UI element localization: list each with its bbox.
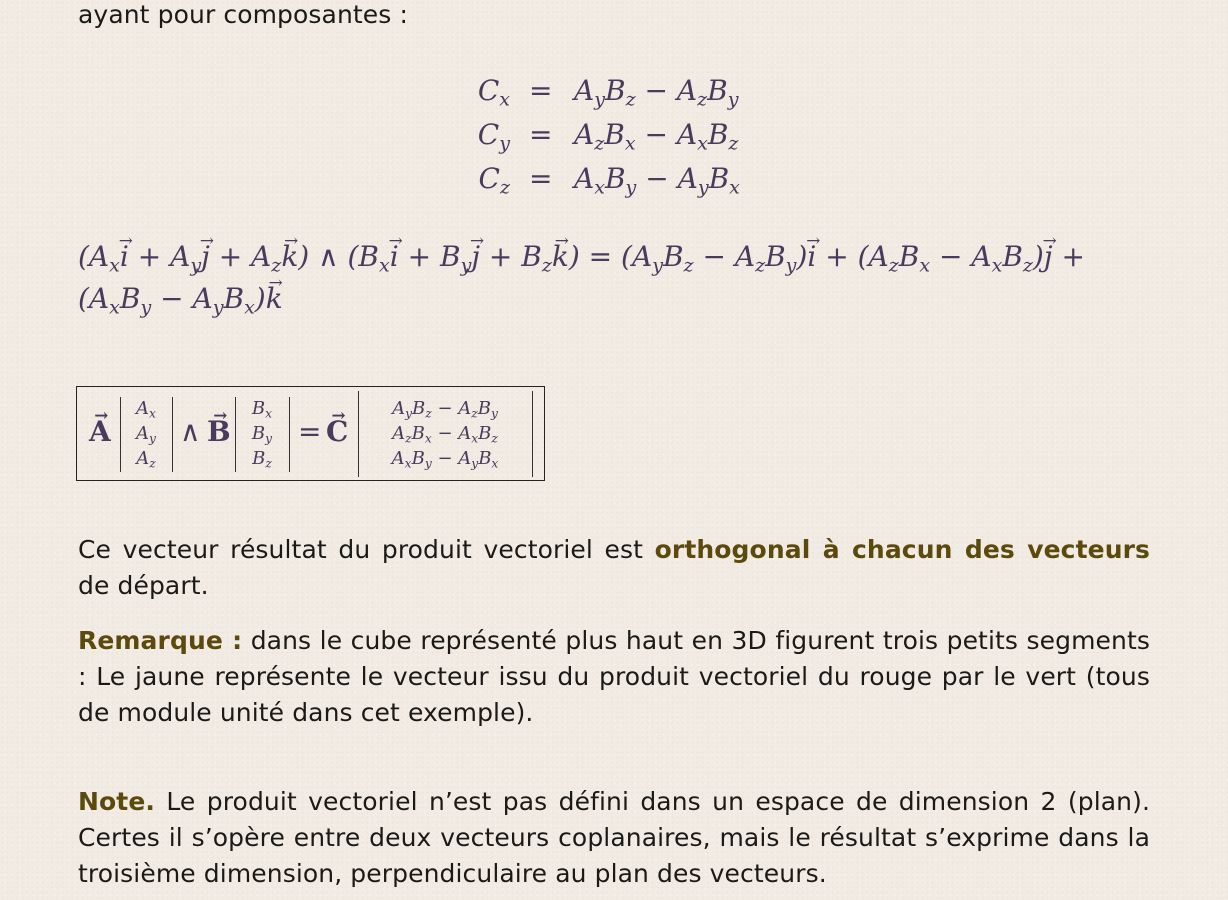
wedge-symbol: ∧	[180, 415, 201, 448]
equals-symbol: =	[298, 415, 322, 448]
matrix-cell: $B_x$	[251, 398, 273, 421]
component-lhs: $C_x$	[477, 74, 510, 111]
matrix-cell: $A_z$	[136, 448, 156, 471]
matrix-cell: $A_xB_y - A_yB_x$	[391, 448, 499, 471]
expanded-product-line2: $(A_xB_y - A_yB_x)k$ →	[78, 282, 283, 315]
intro-text: ayant pour composantes :	[78, 0, 408, 29]
matrix-cell: $A_y$	[136, 423, 156, 446]
note-label: Note.	[78, 787, 156, 816]
vector-a-symbol: A →	[89, 415, 111, 448]
orthogonality-paragraph: Ce vecteur résultat du produit vectoriel est orthogonal à chacun des vecteurs de départ.	[78, 535, 1150, 600]
component-rhs: $A_zB_x - A_xB_z$	[574, 118, 739, 155]
component-lhs: $C_y$	[477, 118, 510, 155]
equals-sign: =	[529, 74, 553, 107]
matrix-cell: $A_x$	[136, 398, 156, 421]
bar	[120, 397, 121, 472]
bar	[289, 397, 290, 472]
component-rhs: $A_xB_y - A_yB_x$	[574, 162, 740, 199]
equals-sign: =	[529, 118, 553, 151]
note-paragraph: Note. Le produit vectoriel n’est pas défini dans un espace de dimension 2 (plan). Certes il s’opère entre deux vecteurs coplanaires, mais le résultat s’exprime dans la troisième dimension, perpendiculaire au plan des vecteurs.	[78, 787, 1150, 888]
matrix-cell: $B_y$	[251, 423, 273, 446]
cross-product-matrix-box	[76, 386, 545, 481]
matrix-cell: $B_z$	[252, 448, 272, 471]
equals-sign: =	[529, 162, 553, 195]
expanded-product-line1: ($A_xi$ → + $A_yj$ → + $A_zk$ →) ∧ ($B_xi$ → + $B_yj$ → + $B_zk$ →) = $(A_yB_z - A_zB_y)i$ → + $(A_zB_x - A_xB_z)j$ → +	[78, 240, 1085, 273]
vector-c-symbol: C →	[326, 415, 348, 448]
remark-label: Remarque :	[78, 626, 243, 655]
remark-paragraph: Remarque : dans le cube représenté plus haut en 3D figurent trois petits segments : Le jaune représente le vecteur issu du produit vectoriel du rouge par le vert (tous de module unité dans cet exemple).	[78, 626, 1150, 727]
vector-b-symbol: B →	[207, 415, 231, 448]
orthogonal-highlight: orthogonal à chacun des vecteurs	[654, 535, 1150, 564]
bar	[172, 397, 173, 472]
component-lhs: $C_z$	[478, 162, 510, 199]
bar	[358, 391, 359, 477]
bar	[532, 391, 533, 477]
matrix-cell: $A_yB_z - A_zB_y$	[392, 398, 498, 421]
component-rhs: $A_yB_z - A_zB_y$	[574, 74, 739, 111]
bar	[235, 397, 236, 472]
matrix-cell: $A_zB_x - A_xB_z$	[392, 423, 498, 446]
